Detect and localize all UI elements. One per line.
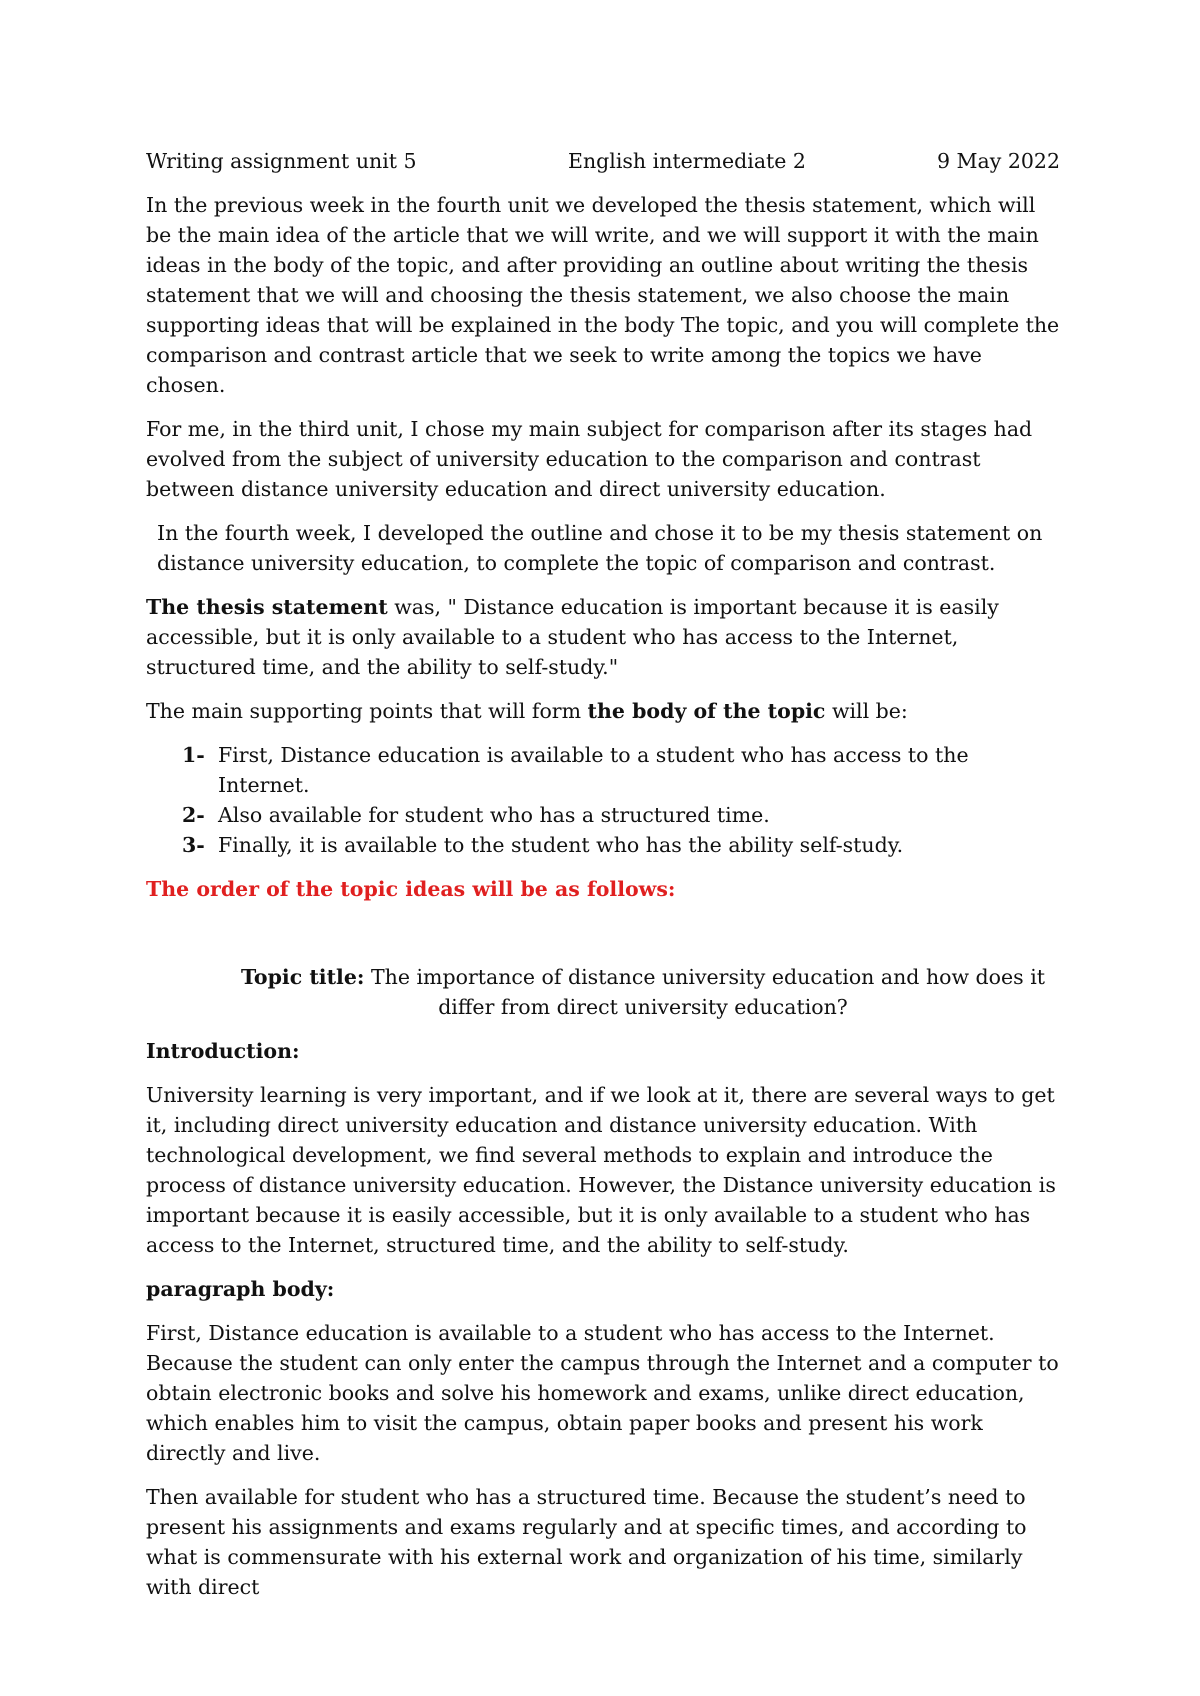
body-paragraph-internet: First, Distance education is available to a student who has access to the Internet. Because the student can only enter the campus through the Internet and a computer to obtain electronic books and solve his homework and exams, unlike direct education, which enables him to visit the campus, obtain paper books and present his work directly and live. bbox=[146, 1321, 1059, 1465]
list-item-number: 1- bbox=[182, 743, 205, 767]
order-heading: The order of the topic ideas will be as follows: bbox=[146, 877, 676, 901]
document-page bbox=[146, 146, 1060, 1616]
list-item-number: 2- bbox=[182, 803, 205, 827]
introduction-heading: Introduction: bbox=[146, 1039, 300, 1063]
list-item-text: Finally, it is available to the student who has the ability self-study. bbox=[218, 833, 904, 857]
list-item-text: Also available for student who has a structured time. bbox=[218, 803, 770, 827]
supporting-prefix: The main supporting points that will form bbox=[146, 699, 588, 723]
topic-title-text: The importance of distance university education and how does it differ from direct university education? bbox=[364, 965, 1045, 1019]
header-date: 9 May 2022 bbox=[936, 149, 1060, 173]
supporting-suffix: will be: bbox=[825, 699, 908, 723]
supporting-bold: the body of the topic bbox=[587, 699, 826, 723]
paragraph-supporting-intro bbox=[146, 696, 1060, 726]
body-heading: paragraph body: bbox=[146, 1277, 335, 1301]
paragraph-fourth-week: In the fourth week, I developed the outline and chose it to be my thesis statement on distance university education, to complete the topic of comparison and contrast. bbox=[157, 521, 1043, 575]
paragraph-third-unit: For me, in the third unit, I chose my main subject for comparison after its stages had evolved from the subject of university education to the comparison and contrast between distance university education and direct university education. bbox=[146, 417, 1033, 501]
introduction-paragraph: University learning is very important, and if we look at it, there are several ways to get it, including direct university education and distance university education. With technological development, we find several methods to explain and introduce the process of distance university education. However, the Distance university education is important because it is easily accessible, but it is only available to a student who has access to the Internet, structured time, and the ability to self-study. bbox=[146, 1083, 1056, 1257]
list-item-text: First, Distance education is available to a student who has access to the Internet. bbox=[218, 743, 969, 797]
list-item bbox=[182, 740, 1060, 800]
header-course: English intermediate 2 bbox=[568, 149, 806, 173]
topic-title-label: Topic title: bbox=[241, 965, 365, 989]
paragraph-thesis bbox=[146, 592, 1060, 682]
topic-title bbox=[146, 962, 1060, 1022]
body-paragraph-structured-time: Then available for student who has a structured time. Because the student’s need to present his assignments and exams regularly and at specific times, and according to what is commensurate with his external work and organization of his time, similarly with direct bbox=[146, 1485, 1027, 1599]
paragraph-previous-week: In the previous week in the fourth unit we developed the thesis statement, which will be the main idea of the article that we will write, and we will support it with the main ideas in the body of the topic, and after providing an outline about writing the thesis statement that we will and choosing the thesis statement, we also choose the main supporting ideas that will be explained in the body The topic, and you will complete the comparison and contrast article that we seek to write among the topics we have chosen. bbox=[146, 193, 1060, 397]
list-item bbox=[182, 800, 1060, 830]
header-assignment: Writing assignment unit 5 bbox=[146, 149, 417, 173]
list-item-number: 3- bbox=[182, 833, 205, 857]
document-header bbox=[146, 146, 1060, 176]
thesis-text: was, " Distance education is important because it is easily accessible, but it is only available to a student who has access to the Internet, structured time, and the ability to self-study." bbox=[146, 595, 999, 679]
list-item bbox=[182, 830, 1060, 860]
supporting-points-list bbox=[146, 740, 1060, 860]
thesis-label: The thesis statement bbox=[146, 595, 388, 619]
